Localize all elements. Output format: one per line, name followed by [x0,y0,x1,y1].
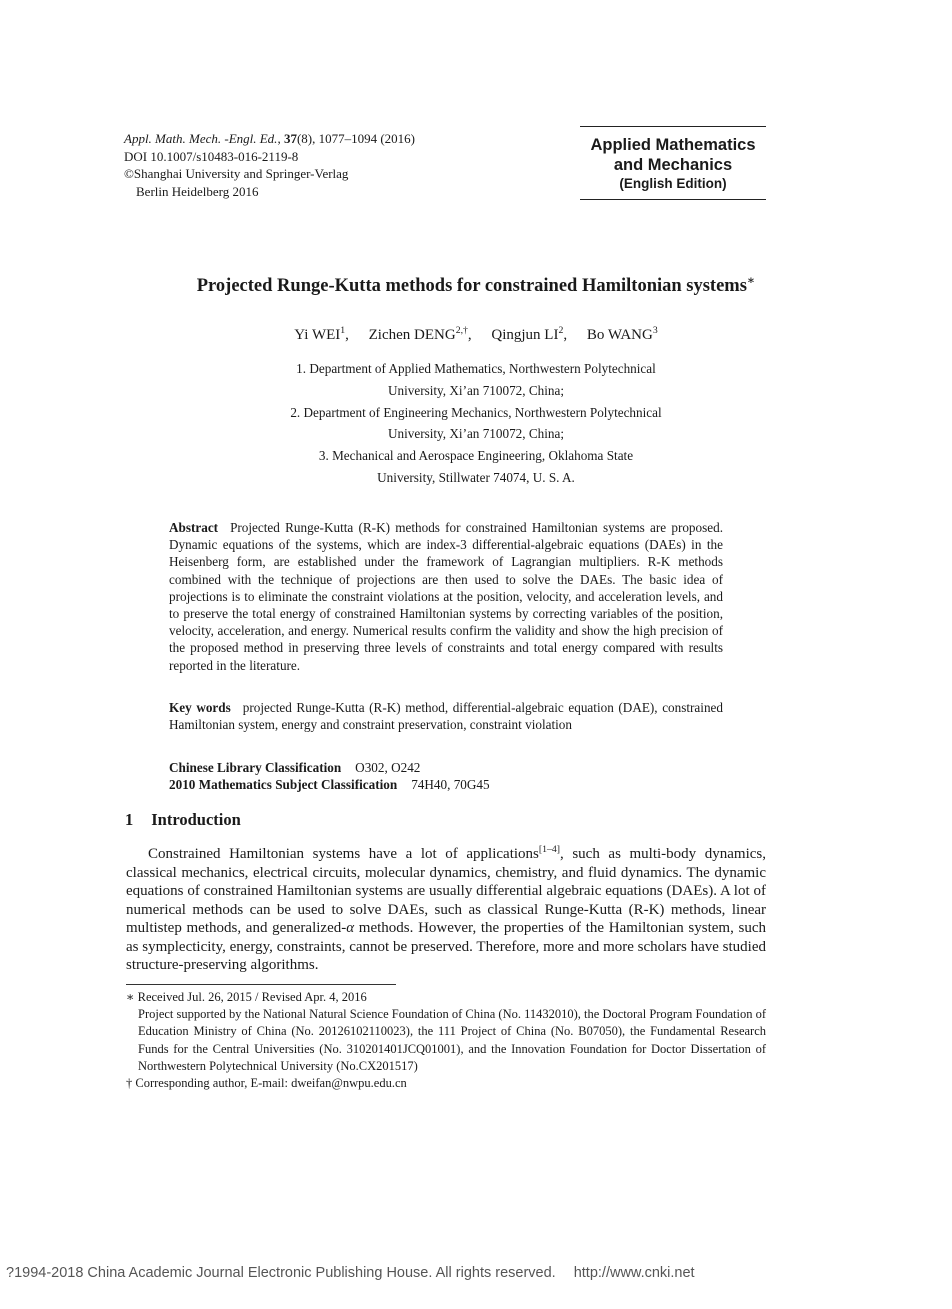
chinese-library-classification [169,759,723,776]
corresponding-author: Corresponding author, E-mail: dweifan@nwpu.edu.cn [135,1076,407,1091]
publisher-place-line: Berlin Heidelberg 2016 [136,183,259,199]
corresponding-mark: † [126,1076,133,1091]
corresponding-footnote [126,1075,766,1092]
brand-edition: (English Edition) [619,176,727,191]
author: Yi WEI$^1$, [294,325,349,343]
author: Bo WANG$^3$ [586,325,658,343]
affiliation-line: 2. Department of Engineering Mechanics, Northwestern Polytechnical [290,404,662,420]
intro-text-part2: , such as multi-body dynamics, classical mechanics, electrical circuits, molecular dynamics, chemistry, and fluid dynamics. The dynamic equations of constrained Hamiltonian systems are usually differential algebraic equations (DAEs). A lot of numerical methods can be used to solve DAEs, such as classical Runge-Kutta (R-K) methods, linear multistep methods, and generalized- [126,846,766,936]
journal-abbreviation: Appl. Math. Mech. -Engl. Ed. [124,131,278,146]
affiliation-line: 3. Mechanical and Aerospace Engineering, Oklahoma State [318,448,634,464]
section-heading [125,810,241,830]
brand-line-1: Applied Mathematics [590,136,756,154]
affiliation-line: University, Xi’an 710072, China; [387,382,565,398]
footer-url: http://www.cnki.net [573,1265,695,1281]
copyright-line: ©Shanghai University and Springer-Verlag [124,166,349,181]
section-title: Introduction [151,810,241,829]
abstract-text: Projected Runge-Kutta (R-K) methods for constrained Hamiltonian systems are proposed. Dynamic equations of the systems, which are index-3 differential-algebraic equations (DAEs) in the Heisenberg form, are established under the framework of Lagrangian multipliers. R-K methods combined with the technique of projections are then used to solve the DAEs. The basic idea of projections is to eliminate the constraint violations at the position, velocity, and acceleration levels, and to preserve the total energy of constrained Hamiltonian systems by correcting variables of the position, velocity, acceleration, and energy. Numerical results confirm the validity and show the high precision of the proposed method in preserving three levels of constraints and total energy compared with results reported in the literature. [169,520,723,673]
paper-title [0,272,952,297]
alpha-symbol: α [346,920,355,936]
citation-line: Appl. Math. Mech. -Engl. Ed., 37(8), 1077–1094 (2016) [124,131,416,146]
title-footnote-mark: ∗ [746,272,756,287]
keywords-text: projected Runge-Kutta (R-K) method, differential-algebraic equation (DAE), constrained Hamiltonian system, energy and constraint preservation, constraint violation [169,700,723,733]
intro-text-part1: Constrained Hamiltonian systems have a lot of applications [148,846,539,862]
author-list [0,327,952,344]
journal-citation-block [124,130,415,200]
msc-value: 74H40, 70G45 [411,777,490,793]
doi-line: DOI 10.1007/s10483-016-2119-8 [124,148,299,164]
received-dates: Received Jul. 26, 2015 / Revised Apr. 4, 2016 [137,990,367,1004]
paper-title-text: Projected Runge-Kutta methods for constrained Hamiltonian systems [196,276,747,296]
citation-volume: 37 [283,131,297,146]
footnote-rule [126,984,396,985]
citation-pages: (8), 1077–1094 (2016) [296,131,416,146]
classification-block [169,759,723,793]
affiliation-line: University, Stillwater 74074, U. S. A. [377,469,575,485]
received-footnote [126,989,766,1006]
clc-value: O302, O242 [355,760,421,775]
received-mark: ∗ [126,990,135,1004]
journal-brand-box [580,126,766,200]
keywords-label: Key words [169,700,231,715]
author: Zichen $DENG^{2,\dagger}$, [368,325,472,343]
keywords [169,699,723,733]
footer-copyright: ?1994-2018 China Academic Journal Electronic Publishing House. All rights reserved. [6,1265,556,1281]
page-footer [6,1265,695,1281]
affiliation-list [0,358,952,489]
footnotes [126,989,766,1092]
funding-footnote: Project supported by the National Natural Science Foundation of China (No. 11432010), the Doctoral Program Foundation of Education Ministry of China (No. 20126102110023), the 111 Project of China (No. B07050), the Fundamental Research Funds for the Central Universities (No. 310201401JCQ01001), and the Innovation Foundation for Doctor Dissertation of Northwestern Polytechnical University (No.CX201517) [138,1007,766,1073]
affiliation-line: 1. Department of Applied Mathematics, Northwestern Polytechnical [296,361,656,376]
msc-label: 2010 Mathematics Subject Classification [169,777,398,793]
section-number: 1 [125,810,134,829]
abstract [169,519,723,674]
clc-label: Chinese Library Classification [169,760,342,775]
intro-paragraph [126,845,766,975]
intro-citation: [1–4] [538,844,560,855]
author: Qingjun $LI^2$, [491,325,568,343]
intro-text-part3: methods. However, the properties of the Hamiltonian system, such as symplecticity, energy, constraints, cannot be preserved. Therefore, more and more scholars have studied structure-preserving algorithms. [126,920,767,973]
brand-line-2: and Mechanics [613,156,733,174]
abstract-label: Abstract [169,520,219,535]
msc-classification [169,776,723,793]
affiliation-line: University, Xi’an 710072, China; [387,426,565,442]
